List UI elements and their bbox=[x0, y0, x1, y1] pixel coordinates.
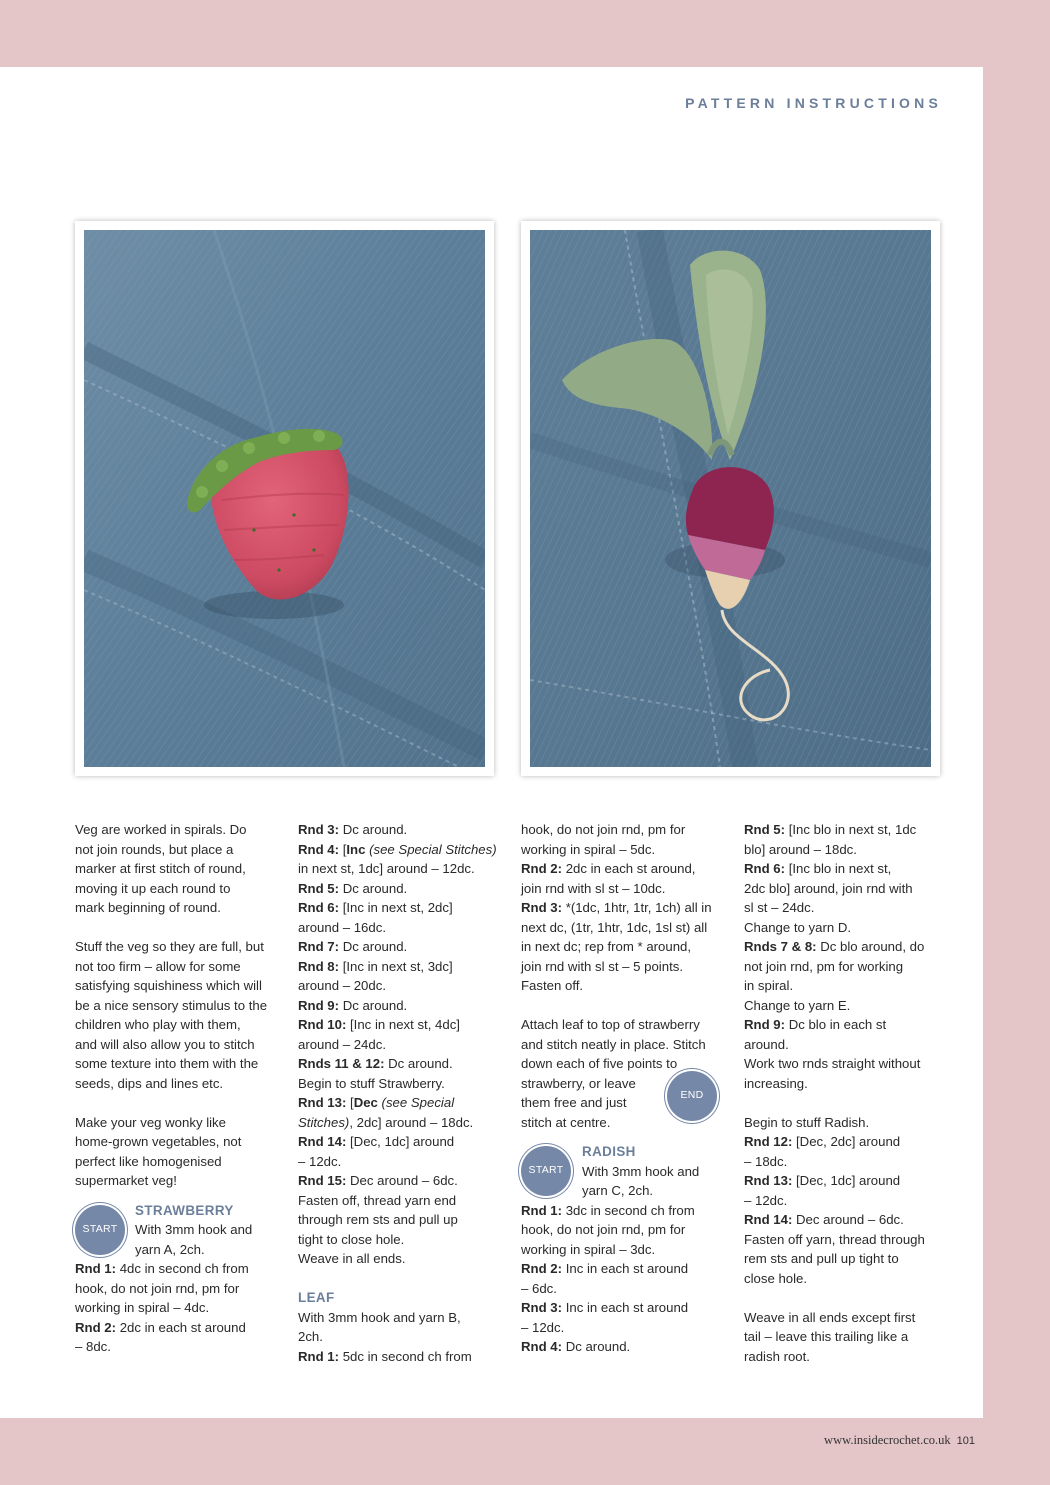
instruction-radish-rnd-4: Rnd 4: Dc around. bbox=[521, 1339, 631, 1354]
attach-paragraph bbox=[521, 1015, 721, 1132]
text-line: Weave in all ends except first bbox=[744, 1309, 916, 1325]
text-line: working in spiral – 5dc. bbox=[521, 841, 656, 857]
intro-paragraph-1 bbox=[75, 820, 275, 918]
text-column-3 bbox=[521, 820, 721, 1357]
instruction-leaf-rnd-1: Rnd 1: 5dc in second ch from bbox=[298, 1348, 472, 1364]
text-line: mark beginning of round. bbox=[75, 900, 221, 915]
text-line: sl st – 24dc. bbox=[744, 900, 815, 915]
instruction-radish-rnd-2: Rnd 2: Inc in each st around bbox=[521, 1261, 689, 1276]
text-line: tight to close hole. bbox=[298, 1231, 405, 1247]
text-line: in next dc; rep from * around, bbox=[521, 939, 692, 954]
text-line: 2ch. bbox=[298, 1329, 323, 1344]
text-line: around – 20dc. bbox=[298, 978, 386, 993]
footer-url[interactable]: www.insidecrochet.co.uk bbox=[824, 1433, 951, 1447]
section-label: PATTERN INSTRUCTIONS bbox=[685, 95, 942, 111]
text-line: marker at first stitch of round, bbox=[75, 861, 246, 876]
instruction-leaf-rnd-3: Rnd 3: *(1dc, 1htr, 1tr, 1ch) all in bbox=[521, 900, 712, 915]
instruction-rnd-5: Rnd 5: Dc around. bbox=[298, 880, 408, 896]
instruction-rnd-9: Rnd 9: Dc around. bbox=[298, 997, 408, 1013]
instruction-rnd-6: Rnd 6: [Inc in next st, 2dc] bbox=[298, 900, 453, 915]
instruction-radish-rnd-6: Rnd 6: [Inc blo in next st, bbox=[744, 861, 892, 876]
radish-photo bbox=[530, 230, 931, 767]
text-line: – 12dc. bbox=[744, 1192, 788, 1208]
text-line: Fasten off, thread yarn end bbox=[298, 1192, 457, 1208]
text-line: radish root. bbox=[744, 1348, 810, 1364]
radish-section bbox=[521, 1142, 721, 1201]
instruction-rnd-1: Rnd 1: 4dc in second ch from bbox=[75, 1261, 249, 1276]
instruction-rnd-14: Rnd 14: [Dec, 1dc] around bbox=[298, 1134, 455, 1149]
strawberry-heading: STRAWBERRY bbox=[135, 1202, 234, 1218]
text-line: With 3mm hook and yarn B, bbox=[298, 1309, 461, 1325]
text-line: moving it up each round to bbox=[75, 880, 231, 896]
page-number: 101 bbox=[956, 1435, 975, 1447]
text-line: Make your veg wonky like bbox=[75, 1114, 226, 1130]
strawberry-photo bbox=[84, 230, 485, 767]
text-line: – 12dc. bbox=[521, 1319, 565, 1335]
text-line: Change to yarn D. bbox=[744, 919, 852, 935]
start-badge: START bbox=[75, 1205, 125, 1255]
instruction-radish-rnd-1: Rnd 1: 3dc in second ch from bbox=[521, 1202, 695, 1218]
end-badge: END bbox=[667, 1071, 717, 1121]
text-line: around. bbox=[744, 1036, 789, 1052]
strawberry-photo-frame bbox=[75, 221, 494, 776]
text-column-1 bbox=[75, 820, 275, 1357]
text-column-2 bbox=[298, 820, 498, 1366]
text-line: perfect like homogenised bbox=[75, 1153, 222, 1169]
text-line: and will also allow you to stitch bbox=[75, 1036, 255, 1052]
text-line: strawberry, or leave bbox=[521, 1075, 636, 1091]
text-line: blo] around – 18dc. bbox=[744, 841, 857, 857]
text-line: increasing. bbox=[744, 1075, 808, 1091]
intro-paragraph-3 bbox=[75, 1113, 275, 1191]
text-line: join rnd with sl st – 5 points. bbox=[521, 958, 683, 974]
text-line: With 3mm hook and bbox=[135, 1222, 253, 1237]
text-line: Begin to stuff Radish. bbox=[744, 1114, 870, 1130]
radish-photo-frame bbox=[521, 221, 940, 776]
text-line: Begin to stuff Strawberry. bbox=[298, 1075, 445, 1091]
text-line: stitch at centre. bbox=[521, 1114, 611, 1130]
text-line: be a nice sensory stimulus to the bbox=[75, 997, 268, 1013]
instruction-radish-rnd-7-8: Rnds 7 & 8: Dc blo around, do bbox=[744, 939, 925, 954]
text-line: seeds, dips and lines etc. bbox=[75, 1075, 224, 1091]
text-line: – 12dc. bbox=[298, 1153, 342, 1169]
text-line: working in spiral – 4dc. bbox=[75, 1300, 210, 1315]
instruction-rnd-10: Rnd 10: [Inc in next st, 4dc] bbox=[298, 1017, 460, 1032]
text-line: yarn C, 2ch. bbox=[582, 1183, 654, 1198]
text-line: Work two rnds straight without bbox=[744, 1056, 921, 1071]
text-line: around – 24dc. bbox=[298, 1036, 386, 1052]
instruction-leaf-rnd-2: Rnd 2: 2dc in each st around, bbox=[521, 861, 696, 876]
instruction-rnd-13: Rnd 13: [Dec (see Special bbox=[298, 1095, 455, 1110]
text-line: Attach leaf to top of strawberry bbox=[521, 1017, 700, 1032]
text-line: Fasten off. bbox=[521, 978, 584, 993]
start-badge: START bbox=[521, 1146, 571, 1196]
instruction-radish-rnd-12: Rnd 12: [Dec, 2dc] around bbox=[744, 1134, 901, 1149]
text-line: With 3mm hook and bbox=[582, 1163, 700, 1179]
text-column-4 bbox=[744, 820, 944, 1366]
text-line: – 6dc. bbox=[521, 1280, 557, 1296]
text-line: rem sts and pull up tight to bbox=[744, 1251, 899, 1266]
text-line: some texture into them with the bbox=[75, 1056, 259, 1071]
page-footer bbox=[824, 1433, 975, 1448]
leaf-heading: LEAF bbox=[298, 1290, 335, 1305]
text-line: 2dc blo] around, join rnd with bbox=[744, 880, 913, 896]
text-line: close hole. bbox=[744, 1270, 808, 1286]
text-line: through rem sts and pull up bbox=[298, 1212, 458, 1227]
instruction-rnd-15: Rnd 15: Dec around – 6dc. bbox=[298, 1173, 458, 1188]
text-line: supermarket veg! bbox=[75, 1173, 177, 1188]
text-line: around – 16dc. bbox=[298, 919, 386, 935]
instruction-rnd-2: Rnd 2: 2dc in each st around bbox=[75, 1319, 246, 1335]
text-line: yarn A, 2ch. bbox=[135, 1241, 205, 1257]
intro-paragraph-2 bbox=[75, 937, 275, 1093]
text-line: tail – leave this trailing like a bbox=[744, 1329, 909, 1344]
text-line: satisfying squishiness which will bbox=[75, 978, 262, 993]
text-line: in spiral. bbox=[744, 978, 794, 993]
text-line: join rnd with sl st – 10dc. bbox=[521, 880, 666, 896]
text-line: hook, do not join rnd, pm for bbox=[75, 1280, 240, 1296]
instruction-radish-rnd-14: Rnd 14: Dec around – 6dc. bbox=[744, 1212, 904, 1227]
strawberry-section bbox=[75, 1201, 275, 1260]
text-line: Stitches), 2dc] around – 18dc. bbox=[298, 1114, 474, 1130]
text-line: children who play with them, bbox=[75, 1017, 241, 1032]
text-line: down each of five points to bbox=[521, 1056, 678, 1071]
text-line: next dc, (1tr, 1htr, 1dc, 1sl st) all bbox=[521, 919, 708, 935]
text-line: hook, do not join rnd, pm for bbox=[521, 822, 686, 837]
text-line: Weave in all ends. bbox=[298, 1251, 406, 1266]
text-line: Fasten off yarn, thread through bbox=[744, 1231, 925, 1247]
text-line: – 18dc. bbox=[744, 1153, 788, 1169]
text-line: not join rounds, but place a bbox=[75, 841, 234, 857]
text-line: in next st, 1dc] around – 12dc. bbox=[298, 861, 475, 876]
instruction-rnd-11-12: Rnds 11 & 12: Dc around. bbox=[298, 1056, 453, 1071]
instruction-radish-rnd-5: Rnd 5: [Inc blo in next st, 1dc bbox=[744, 822, 917, 837]
instruction-radish-rnd-3: Rnd 3: Inc in each st around bbox=[521, 1300, 689, 1315]
text-line: Change to yarn E. bbox=[744, 997, 851, 1013]
text-line: – 8dc. bbox=[75, 1339, 111, 1354]
text-line: not join rnd, pm for working bbox=[744, 958, 904, 974]
text-line: and stitch neatly in place. Stitch bbox=[521, 1036, 706, 1052]
text-line: working in spiral – 3dc. bbox=[521, 1241, 656, 1257]
text-line: hook, do not join rnd, pm for bbox=[521, 1222, 686, 1237]
instruction-rnd-3: Rnd 3: Dc around. bbox=[298, 822, 408, 837]
text-line: Veg are worked in spirals. Do bbox=[75, 822, 247, 837]
text-line: them free and just bbox=[521, 1095, 627, 1110]
text-line: home-grown vegetables, not bbox=[75, 1134, 242, 1149]
instruction-rnd-4: Rnd 4: [Inc (see Special Stitches) bbox=[298, 841, 497, 857]
instruction-rnd-7: Rnd 7: Dc around. bbox=[298, 939, 408, 954]
instruction-rnd-8: Rnd 8: [Inc in next st, 3dc] bbox=[298, 958, 453, 974]
radish-heading: RADISH bbox=[582, 1144, 636, 1159]
instruction-radish-rnd-9: Rnd 9: Dc blo in each st bbox=[744, 1017, 887, 1032]
text-line: Stuff the veg so they are full, but bbox=[75, 939, 264, 954]
text-line: not too firm – allow for some bbox=[75, 958, 241, 974]
instruction-radish-rnd-13: Rnd 13: [Dec, 1dc] around bbox=[744, 1173, 901, 1188]
